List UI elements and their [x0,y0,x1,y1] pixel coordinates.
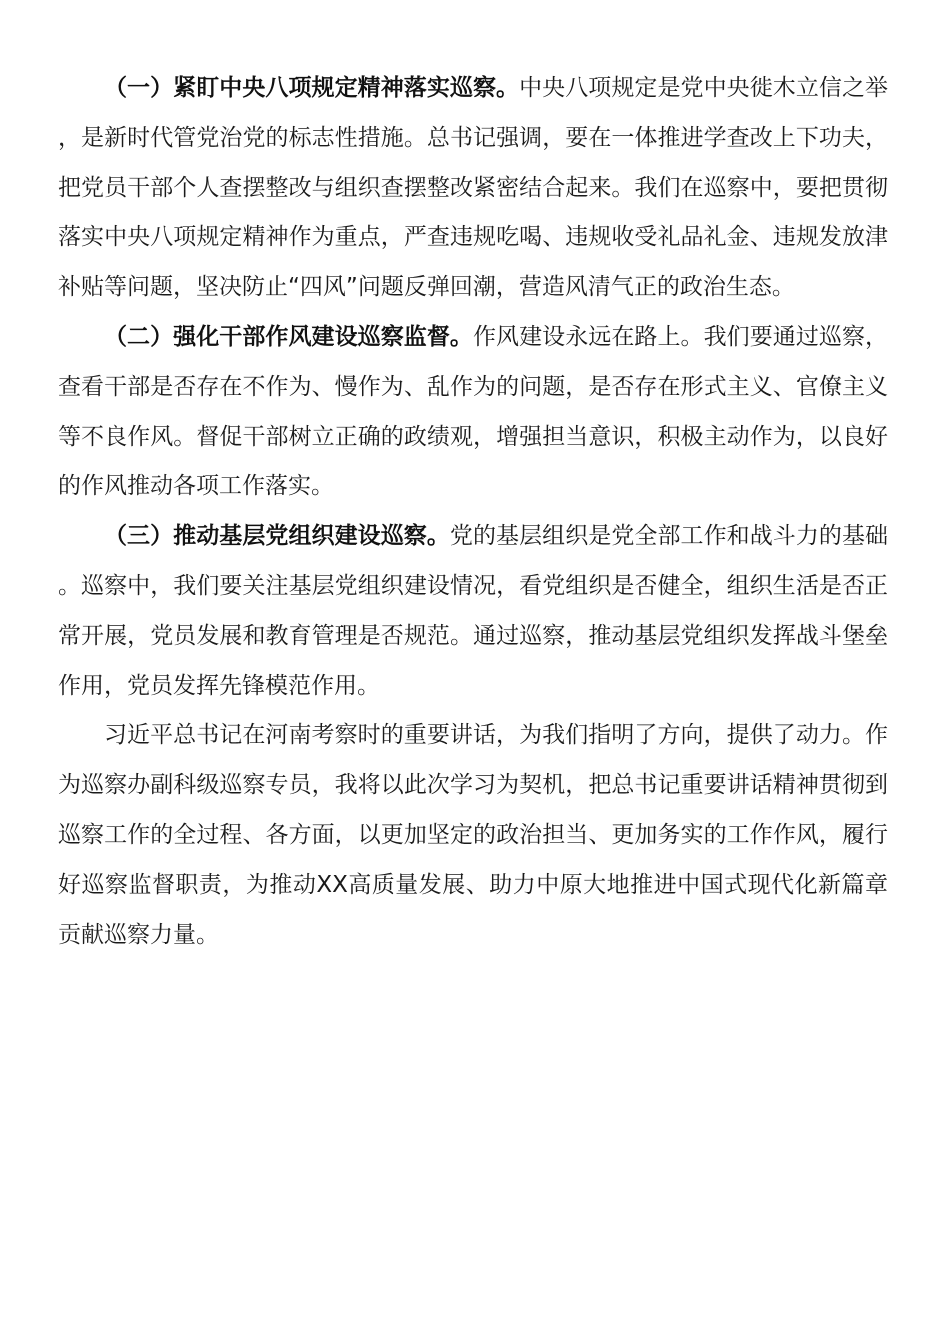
paragraph-text: 党的基层组织是党全部工作和战斗力的基础。巡察中，我们要关注基层党组织建设情况，看党组织是否健全，组织生活是否正常开展，党员发展和教育管理是否规范。通过巡察，推动基层党组织发挥战斗堡垒作用，党员发挥先锋模范作用。 [58,523,889,699]
paragraph-eight-rules [58,64,888,313]
document-body [58,64,888,960]
paragraph-heading: （三）推动基层党组织建设巡察。 [104,523,450,550]
paragraph-text: 习近平总书记在河南考察时的重要讲话，为我们指明了方向，提供了动力。作为巡察办副科级巡察专员，我将以此次学习为契机，把总书记重要讲话精神贯彻到巡察工作的全过程、各方面，以更加坚定的政治担当、更加务实的工作作风，履行好巡察监督职责，为推动XX高质量发展、助力中原大地推进中国式现代化新篇章贡献巡察力量。 [58,722,888,948]
paragraph-text: 中央八项规定是党中央徙木立信之举，是新时代管党治党的标志性措施。总书记强调，要在一体推进学查改上下功夫，把党员干部个人查摆整改与组织查摆整改紧密结合起来。我们在巡察中，要把贯彻落实中央八项规定精神作为重点，严查违规吃喝、违规收受礼品礼金、违规发放津补贴等问题，坚决防止“四风”问题反弹回潮，营造风清气正的政治生态。 [58,75,889,301]
paragraph-text: 作风建设永远在路上。我们要通过巡察，查看干部是否存在不作为、慢作为、乱作为的问题，是否存在形式主义、官僚主义等不良作风。督促干部树立正确的政绩观，增强担当意识，积极主动作为，以良好的作风推动各项工作落实。 [58,323,889,500]
paragraph-work-style [58,313,888,512]
paragraph-conclusion [58,711,888,960]
paragraph-grassroots [58,512,888,711]
paragraph-heading: （一）紧盯中央八项规定精神落实巡察。 [104,75,520,101]
paragraph-heading: （二）强化干部作风建设巡察监督。 [104,323,473,350]
